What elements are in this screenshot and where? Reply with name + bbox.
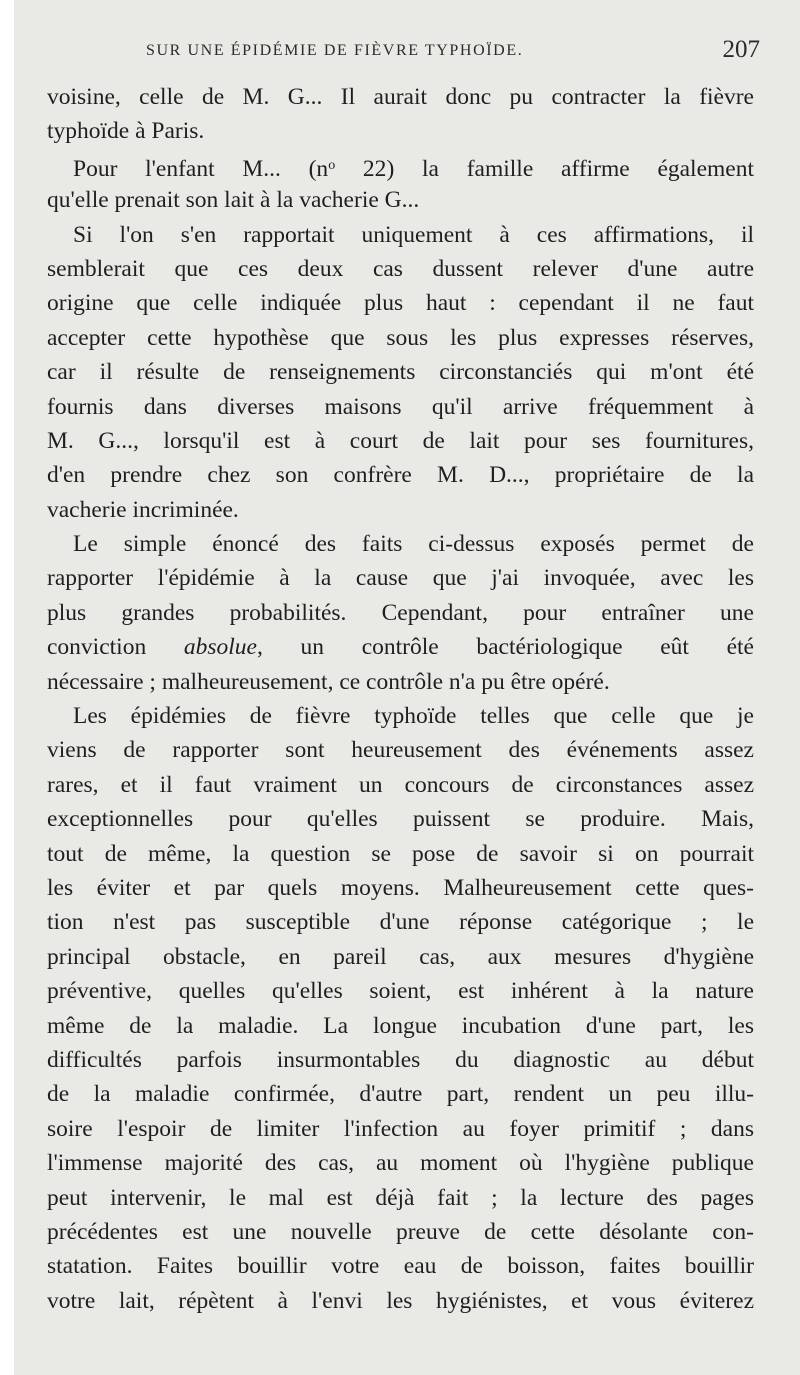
text-line: soire l'espoir de limiter l'infection au foyer primitif ; dans — [47, 1115, 754, 1142]
text-line: préventive, quelles qu'elles soient, est inhérent à la nature — [47, 978, 754, 1005]
text-line: origine que celle indiquée plus haut : cependant il ne faut — [47, 290, 754, 317]
text-line: rares, et il faut vraiment un concours de circonstances assez — [47, 771, 754, 798]
text-line: d'en prendre chez son confrère M. D..., propriétaire de la — [47, 462, 754, 489]
text-line: viens de rapporter sont heureusement des événements assez — [47, 737, 754, 764]
emphasis: absolue — [183, 634, 257, 661]
text-line: Le simple énoncé des faits ci-dessus exposés permet de — [73, 531, 754, 558]
text-fragment: 22 — [335, 155, 387, 182]
text-line: typhoïde à Paris. — [47, 118, 205, 145]
text-line: statation. Faites bouillir votre eau de boisson, faites bouillir — [47, 1253, 754, 1280]
text-line: voisine, celle de M. G... Il aurait donc pu contracter la fièvre — [47, 84, 754, 110]
text-line: tion n'est pas susceptible d'une réponse catégorique ; le — [47, 909, 754, 936]
text-line: M. G..., lorsqu'il est à court de lait pour ses fournitures, — [47, 427, 754, 454]
text-line: de la maladie confirmée, d'autre part, rendent un peu illu- — [47, 1081, 754, 1108]
body-text — [47, 80, 754, 1318]
text-line: qu'elle prenait son lait à la vacherie G... — [47, 187, 420, 214]
text-line: rapporter l'épidémie à la cause que j'ai invoquée, avec les — [47, 565, 754, 592]
text-line: principal obstacle, en pareil cas, aux mesures d'hygiène — [47, 943, 754, 970]
page-number: 207 — [722, 36, 760, 63]
running-head — [48, 36, 764, 76]
text-line: même de la maladie. La longue incubation d'une part, les — [47, 1012, 754, 1039]
scan-margin — [0, 0, 14, 1375]
text-fragment: Pour l'enfant M... (n — [73, 155, 329, 182]
text-line: exceptionnelles pour qu'elles puissent se produire. Mais, — [47, 806, 754, 833]
text-line: accepter cette hypothèse que sous les plus expresses réserves, — [47, 324, 754, 351]
text-line: votre lait, répètent à l'envi les hygiénistes, et vous éviterez — [47, 1287, 754, 1314]
text-line: car il résulte de renseignements circonstanciés qui m'ont été — [47, 359, 754, 386]
text-line: l'immense majorité des cas, au moment où l'hygiène publique — [47, 1150, 754, 1177]
text-line: précédentes est une nouvelle preuve de cette désolante con- — [47, 1218, 754, 1245]
text-line: tout de même, la question se pose de savoir si on pourrait — [47, 840, 754, 867]
text-line: fournis dans diverses maisons qu'il arrive fréquemment à — [47, 393, 754, 420]
text-fragment: conviction — [47, 634, 184, 661]
text-line: les éviter et par quels moyens. Malheureusement cette ques- — [47, 874, 754, 901]
text-line: semblerait que ces deux cas dussent relever d'une autre — [47, 255, 754, 282]
text-line: nécessaire ; malheureusement, ce contrôle n'a pu être opéré. — [47, 668, 610, 695]
text-line: difficultés parfois insurmontables du diagnostic au début — [47, 1046, 754, 1073]
text-line: plus grandes probabilités. Cependant, pour entraîner une — [47, 599, 754, 626]
text-line — [47, 149, 754, 183]
text-fragment: , un contrôle bactériologique eût été — [256, 634, 754, 661]
text-fragment: ) la famille affirme également — [386, 155, 755, 182]
text-line: peut intervenir, le mal est déjà fait ; la lecture des pages — [47, 1184, 754, 1211]
running-head-title: SUR UNE ÉPIDÉMIE DE FIÈVRE TYPHOÏDE. — [146, 42, 524, 59]
text-line: Les épidémies de fièvre typhoïde telles que celle que je — [73, 703, 754, 730]
superscript: o — [328, 157, 336, 173]
text-line: Si l'on s'en rapportait uniquement à ces affirmations, il — [73, 221, 754, 248]
text-line: vacherie incriminée. — [47, 496, 239, 523]
text-line — [47, 630, 754, 664]
